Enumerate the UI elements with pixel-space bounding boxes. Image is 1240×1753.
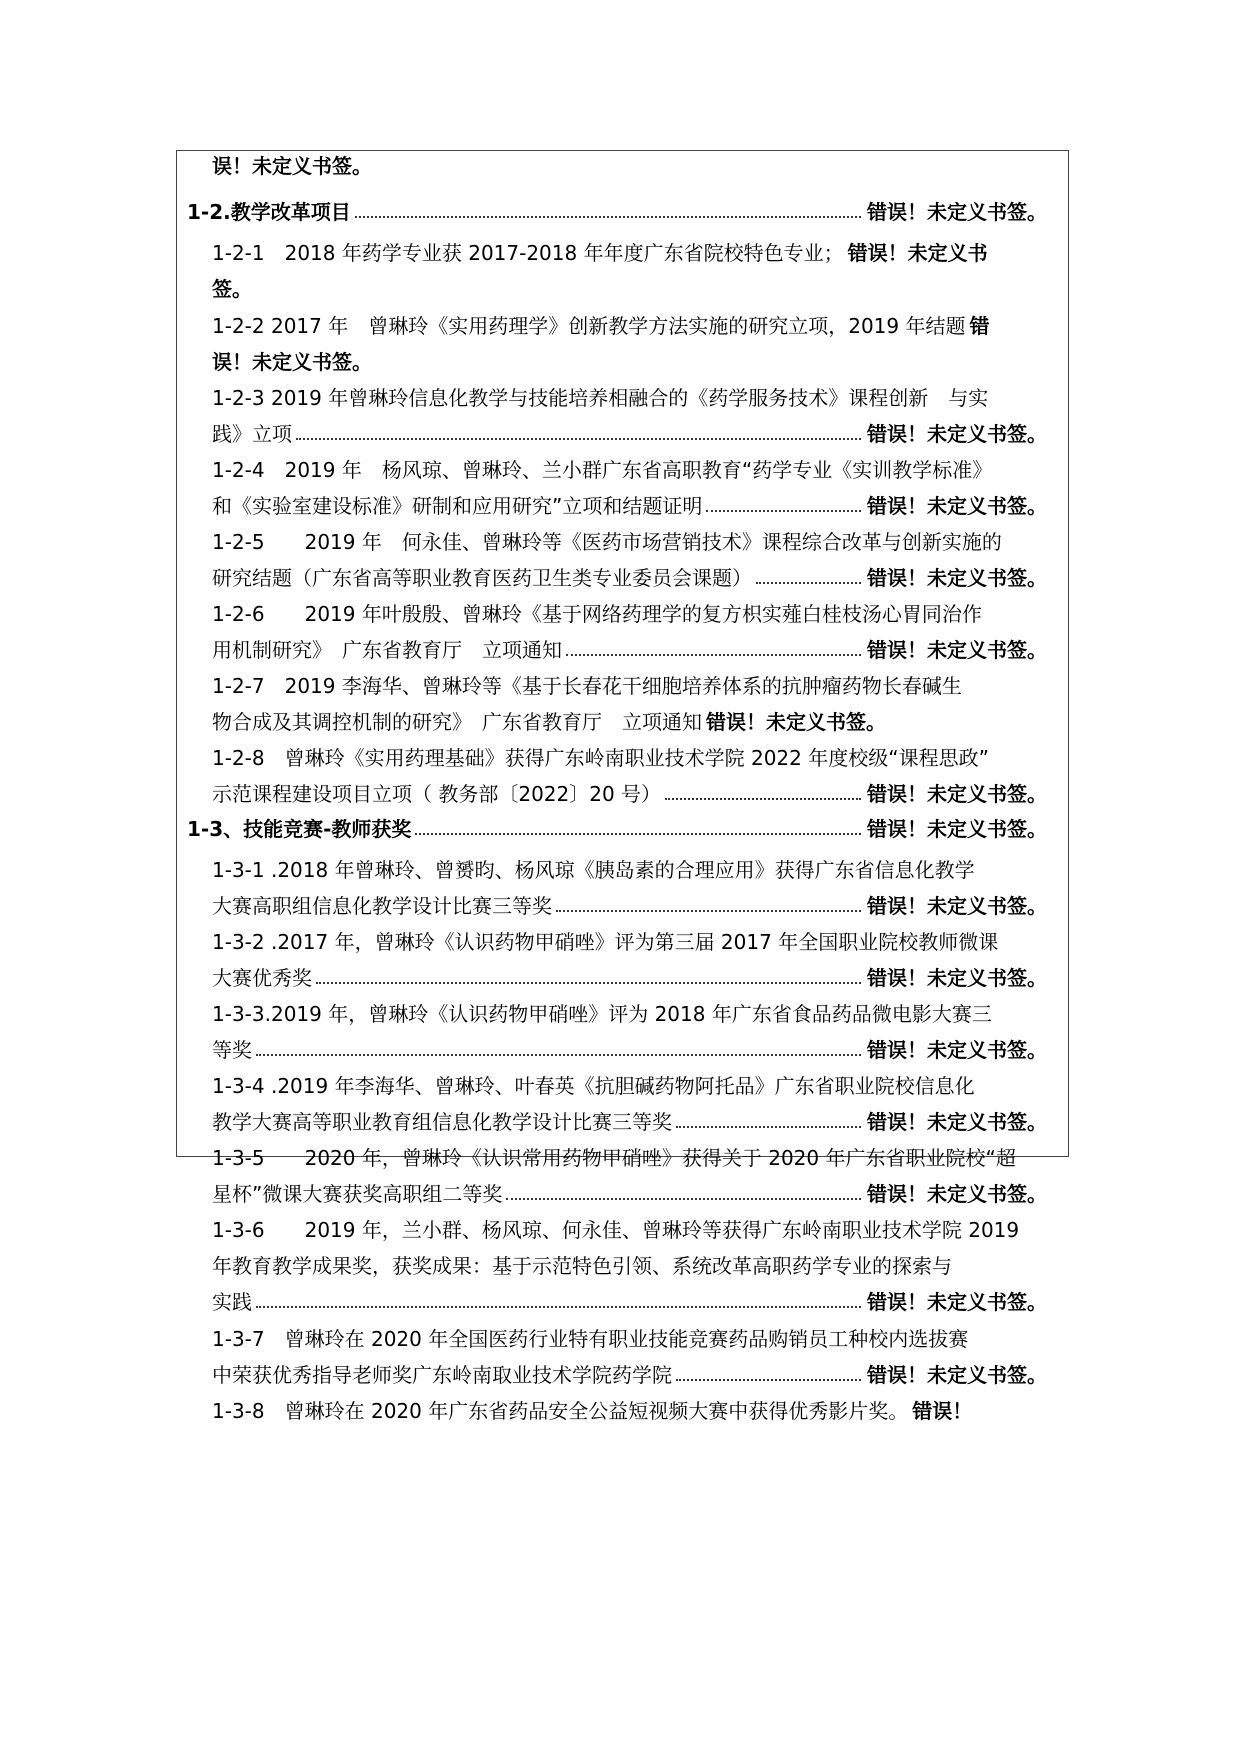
toc-entry-text: 和《实验室建设标准》研制和应用研究”立项和结题证明 [212,494,703,518]
toc-entry-text: 1-2-8 曾琳玲《实用药理基础》获得广东岭南职业技术学院 2022 年度校级“课程思政” [212,746,989,770]
toc-entry-1-3-4-line-2[interactable] [0,1102,1240,1142]
bookmark-error-text: 错误！未定义书签。 [867,422,1047,446]
toc-entry-text: 1-2-2 2017 年 曾琳玲《实用药理学》创新教学方法实施的研究立项，2019 年结题 [212,314,966,338]
toc-entry-text: 1-2.教学改革项目 [187,200,351,224]
toc-entry-1-2-3-line-2[interactable] [0,414,1240,454]
toc-entry-1-2-5-line-2[interactable] [0,558,1240,598]
toc-entry-1-2-4-line-1[interactable] [0,450,1240,490]
bookmark-error-text: 错误！未定义书签。 [706,710,886,734]
toc-entry-text: 星杯”微课大赛获奖高职组二等奖 [212,1182,503,1206]
bookmark-error-text: 错误！未定义书签。 [867,1363,1047,1387]
toc-entry-text: 1-3-8 曾琳玲在 2020 年广东省药品安全公益短视频大赛中获得优秀影片奖。 [212,1399,909,1423]
toc-entry-text: 中荣获优秀指导老师奖广东岭南取业技术学院药学院 [212,1363,672,1387]
toc-entry-1-3-6-line-2[interactable] [0,1246,1240,1286]
toc-entry-1-3-6-line-3[interactable] [0,1282,1240,1322]
toc-leader-dots [506,1198,861,1200]
toc-entry-1-2-5-line-1[interactable] [0,522,1240,562]
toc-leader-dots [296,438,861,440]
bookmark-error-text: 错 [969,314,990,338]
toc-entry-1-3-6-line-1[interactable] [0,1210,1240,1250]
bookmark-error-text: 错误！未定义书签。 [867,1182,1047,1206]
toc-entry-text: 1-3-6 2019 年，兰小群、杨风琼、何永佳、曾琳玲等获得广东岭南职业技术学院 2019 [212,1218,1020,1242]
toc-entry-text: 1-2-7 2019 李海华、曾琳玲等《基于长春花干细胞培养体系的抗肿瘤药物长春碱生 [212,674,962,698]
bookmark-error-text: 错误！未定义书签。 [867,638,1047,662]
bookmark-error-text: 错误！未定义书签。 [867,200,1047,224]
bookmark-error-text: 错误！未定义书签。 [867,894,1047,918]
bookmark-error-text: 错误！未定义书签。 [867,966,1047,990]
toc-leader-dots [415,833,861,835]
bookmark-error-text: 误！未定义书签。 [212,350,372,374]
toc-entry-text: 示范课程建设项目立项（ 教务部〔2022〕20 号） [212,782,662,806]
toc-entry-1-2-6-line-2[interactable] [0,630,1240,670]
toc-entry-1-3-4-line-1[interactable] [0,1066,1240,1106]
bookmark-error-text: 错误！ [912,1399,973,1423]
toc-leader-dots [706,510,861,512]
bookmark-error-text: 错误！未定义书签。 [867,494,1047,518]
toc-entry-1-3-8-line-1[interactable] [0,1391,1240,1431]
toc-entry-text: 1-2-5 2019 年 何永佳、曾琳玲等《医药市场营销技术》课程综合改革与创新实施的 [212,530,1002,554]
toc-entry-text: 大赛优秀奖 [212,966,312,990]
toc-leader-dots [665,798,861,800]
toc-entry-text: 1-3-3.2019 年，曾琳玲《认识药物甲硝唑》评为 2018 年广东省食品药品微电影大赛三 [212,1002,992,1026]
toc-entry-text: 实践 [212,1290,252,1314]
toc-entry-1-2-4-line-2[interactable] [0,486,1240,526]
toc-entry-text: 研究结题（广东省高等职业教育医药卫生类专业委员会课题） [212,566,752,590]
toc-entry-1-2-3-line-1[interactable] [0,378,1240,418]
bookmark-error-text: 错误！未定义书签。 [867,1038,1047,1062]
toc-entry-1-2-2-line-1[interactable] [0,306,1240,346]
bookmark-error-text: 错误！未定义书签。 [867,566,1047,590]
toc-leader-dots [556,910,861,912]
toc-entry-1-2-8-line-1[interactable] [0,738,1240,778]
toc-entry-1-3-1-line-1[interactable] [0,850,1240,890]
toc-entry-text: 物合成及其调控机制的研究》 广东省教育厅 立项通知 [212,710,702,734]
toc-entry-text: 大赛高职组信息化教学设计比赛三等奖 [212,894,552,918]
toc-entry-top-cont-line-1[interactable] [0,146,1240,186]
toc-entry-text: 践》立项 [212,422,292,446]
toc-entry-1-3-3-line-1[interactable] [0,994,1240,1034]
toc-entry-1-2-7-line-2[interactable] [0,702,1240,742]
toc-entry-1-2-1-line-1[interactable] [0,233,1240,273]
toc-entry-text: 用机制研究》 广东省教育厅 立项通知 [212,638,562,662]
toc-entry-1-3-2-line-2[interactable] [0,958,1240,998]
toc-entry-text: 1-3-1 .2018 年曾琳玲、曾赟昀、杨风琼《胰岛素的合理应用》获得广东省信息化教学 [212,858,975,882]
toc-leader-dots [256,1306,861,1308]
toc-entry-text: 1-3-5 2020 年，曾琳玲《认识常用药物甲硝唑》获得关于 2020 年广东省职业院校“超 [212,1146,1016,1170]
toc-entry-1-2-6-line-1[interactable] [0,594,1240,634]
toc-leader-dots [566,654,861,656]
toc-entry-1-3-5-line-2[interactable] [0,1174,1240,1214]
bookmark-error-text: 错误！未定义书 [847,241,988,265]
toc-leader-dots [355,216,861,218]
toc-entry-1-2-8-line-2[interactable] [0,774,1240,814]
toc-leader-dots [756,582,861,584]
toc-entry-1-3-7-line-2[interactable] [0,1355,1240,1395]
toc-entry-text: 等奖 [212,1038,252,1062]
toc-entry-1-3-7-line-1[interactable] [0,1319,1240,1359]
bookmark-error-text: 错误！未定义书签。 [867,782,1047,806]
toc-entry-text: 1-2-1 2018 年药学专业获 2017-2018 年年度广东省院校特色专业； [212,241,844,265]
toc-entry-text: 年教育教学成果奖，获奖成果：基于示范特色引领、系统改革高职药学专业的探索与 [212,1254,952,1278]
bookmark-error-text: 误！未定义书签。 [212,154,372,178]
bookmark-error-text: 错误！未定义书签。 [867,1290,1047,1314]
toc-leader-dots [316,982,861,984]
toc-entry-text: 1-2-6 2019 年叶殷殷、曾琳玲《基于网络药理学的复方枳实薤白桂枝汤心胃同治作 [212,602,982,626]
toc-entry-1-2-7-line-1[interactable] [0,666,1240,706]
toc-entry-1-3-5-line-1[interactable] [0,1138,1240,1178]
toc-entry-text: 1-2-4 2019 年 杨风琼、曾琳玲、兰小群广东省高职教育“药学专业《实训教学标准》 [212,458,993,482]
toc-entry-1-2-line-1[interactable] [0,192,1240,232]
toc-entry-text: 1-3-4 .2019 年李海华、曾琳玲、叶春英《抗胆碱药物阿托品》广东省职业院校信息化 [212,1074,975,1098]
toc-entry-1-3-1-line-2[interactable] [0,886,1240,926]
toc-leader-dots [256,1054,861,1056]
toc-entry-1-3-3-line-2[interactable] [0,1030,1240,1070]
toc-leader-dots [676,1126,861,1128]
toc-entry-1-2-1-line-2[interactable] [0,269,1240,309]
toc-entry-text: 1-3、技能竞赛-教师获奖 [187,817,412,841]
toc-entry-text: 1-3-7 曾琳玲在 2020 年全国医药行业特有职业技能竞赛药品购销员工种校内选拔赛 [212,1327,969,1351]
toc-entry-1-3-2-line-1[interactable] [0,922,1240,962]
toc-leader-dots [676,1379,861,1381]
bookmark-error-text: 错误！未定义书签。 [867,1110,1047,1134]
toc-entry-1-2-2-line-2[interactable] [0,342,1240,382]
toc-entry-text: 1-2-3 2019 年曾琳玲信息化教学与技能培养相融合的《药学服务技术》课程创新 与实 [212,386,989,410]
bookmark-error-text: 错误！未定义书签。 [867,817,1047,841]
bookmark-error-text: 签。 [212,277,252,301]
toc-entry-text: 教学大赛高等职业教育组信息化教学设计比赛三等奖 [212,1110,672,1134]
toc-entry-text: 1-3-2 .2017 年，曾琳玲《认识药物甲硝唑》评为第三届 2017 年全国职业院校教师微课 [212,930,999,954]
toc-entry-1-3-line-1[interactable] [0,809,1240,849]
